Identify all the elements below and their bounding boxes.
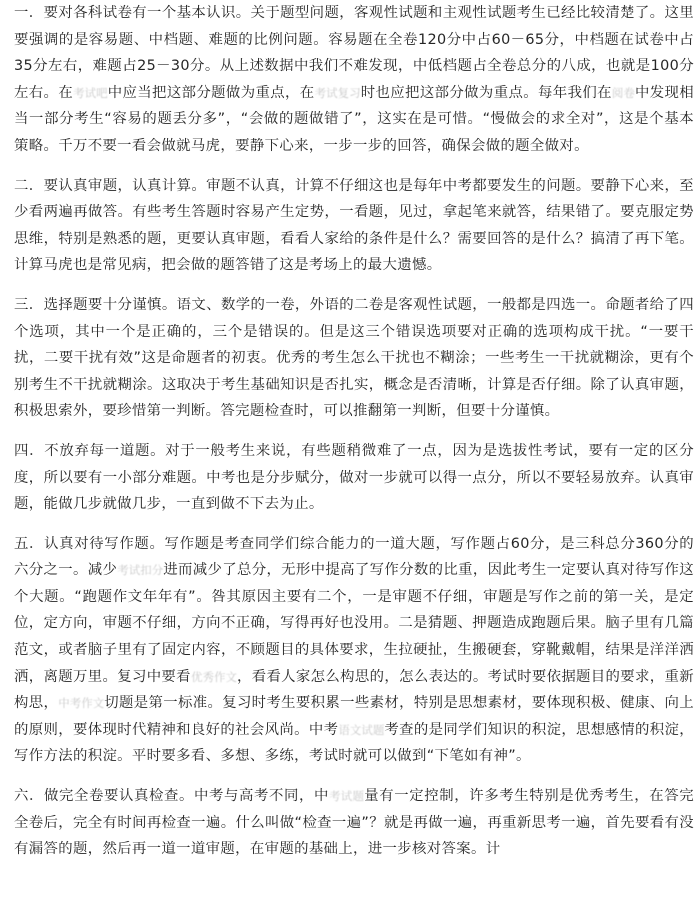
paragraph-5-text-3: ，看看人家怎么构思的，怎么表达的。考试时要依据题目的要求，重新构思， xyxy=(14,668,695,712)
watermark-text: 考试复习 xyxy=(314,85,361,100)
paragraph-5-text-4: 切题是第一标准。复习时考生要积累一些素材，特别是思想素材，要体现积极、健康、向上的原则，要体现时代精神和良好的社会风尚。中考 xyxy=(14,695,694,738)
watermark-text: 考试扣分 xyxy=(117,563,164,578)
paragraph-5-text-1: 五．认真对待写作题。写作题是考查同学们综合能力的一道大题，写作题占60分，是三科总分360分的六分之一。减少 xyxy=(14,535,694,579)
paragraph-1-text-2: 中应当把这部分题做为重点，在 xyxy=(107,84,315,101)
watermark-text: 语文试题 xyxy=(338,722,385,737)
paragraph-6-text-2: 量有一定控制，许多考生特别是优秀考生，在答完全卷后，完全有时间再检查一遍。什么叫做“检查一遍”？就是再做一遍，再重新思考一遍，首先要看有没有漏答的题，然后再一道一道审题，在审题的基础上，进一步核对答案。计 xyxy=(14,788,695,858)
paragraph-5-text-2: 进而减少了总分，无形中提高了写作分数的比重，因此考生一定要认真对待写作这个大题。“跑题作文年年有”。咎其原因主要有二个，一是审题不仔细，审题是写作之前的第一关，是定位，定方向，审题不仔细，方向不正确，写得再好也没用。二是猜题、押题造成跑题后果。脑子里有几篇范文，或者脑子里有了固定内容，不顾题目的具体要求，生拉硬扯，生搬硬套，穿靴戴帽，结果是洋洋洒洒，离题万里。复习中要看 xyxy=(14,562,695,685)
paragraph-5 xyxy=(14,531,694,770)
paragraph-6 xyxy=(14,783,694,863)
paragraph-1-text-4: 中发现相当一部分考生“容易的题丢分多”，“会做的题做错了”，这实在是可惜。“慢做会的求全对”，这是个基本策略。千万不要一看会做就马虎，要静下心来，一步一步的回答，确保会做的题全做对。 xyxy=(14,84,695,154)
paragraph-1-text-3: 时也应把这部分做为重点。每年我们在 xyxy=(360,84,612,101)
paragraph-4-text: 四．不放弃每一道题。对于一般考生来说，有些题稍微难了一点，因为是选拔性考试，要有一定的区分度，所以要有一小部分难题。中考也是分步赋分，做对一步就可以得一点分，所以不要轻易放弃。认真审题，能做几步就做几步，一直到做不下去为止。 xyxy=(14,442,694,513)
watermark-text: 中考作文 xyxy=(58,696,105,711)
watermark-text: 考试题 xyxy=(329,789,365,804)
paragraph-2 xyxy=(14,173,694,279)
paragraph-6-text-1: 六．做完全卷要认真检查。中考与高考不同，中 xyxy=(14,788,329,805)
paragraph-5-text-5: 考查的是同学们知识的积淀，思想感情的积淀，写作方法的积淀。平时要多看、多想、多练，考试时就可以做到“下笔如有神”。 xyxy=(14,721,695,765)
watermark-text: 考试吧 xyxy=(73,85,108,100)
paragraph-2-text: 二．要认真审题，认真计算。审题不认真，计算不仔细这也是每年中考都要发生的问题。要静下心来，至少看两遍再做答。有些考生答题时容易产生定势，一看题，见过，拿起笔来就答，结果错了。要克服定势思维，特别是熟悉的题，更要认真审题，看看人家给的条件是什么？需要回答的是什么？搞清了再下笔。计算马虎也是常见病，把会做的题答错了这是考场上的最大遗憾。 xyxy=(14,177,694,274)
paragraph-1-text-1: 一．要对各科试卷有一个基本认识。关于题型问题，客观性试题和主观性试题考生已经比较清楚了。这里要强调的是容易题、中档题、难题的比例问题。容易题在全卷120分中占60－65分，中档题在试卷中占35分左右，难题占25－30分。从上述数据中我们不难发现，中低档题占全卷总分的八成，也就是100分左右。在 xyxy=(14,5,694,101)
watermark-text: 阅卷 xyxy=(611,85,635,100)
paragraph-3 xyxy=(14,292,694,425)
paragraph-3-text: 三．选择题要十分谨慎。语文、数学的一卷，外语的二卷是客观性试题，一般都是四选一。命题者给了四个选项，其中一个是正确的，三个是错误的。但是这三个错误选项要对正确的选项构成干扰。“一要干扰，二要干扰有效”这是命题者的初衷。优秀的考生怎么干扰也不糊涂；一些考生一干扰就糊涂，更有个别考生不干扰就糊涂。这取决于考生基础知识是否扎实，概念是否清晰，计算是否仔细。除了认真审题，积极思索外，要珍惜第一判断。答完题检查时，可以推翻第一判断，但要十分谨慎。 xyxy=(14,296,694,420)
paragraph-4 xyxy=(14,438,694,518)
watermark-text: 优秀作文 xyxy=(190,669,237,684)
paragraph-1 xyxy=(14,0,694,160)
